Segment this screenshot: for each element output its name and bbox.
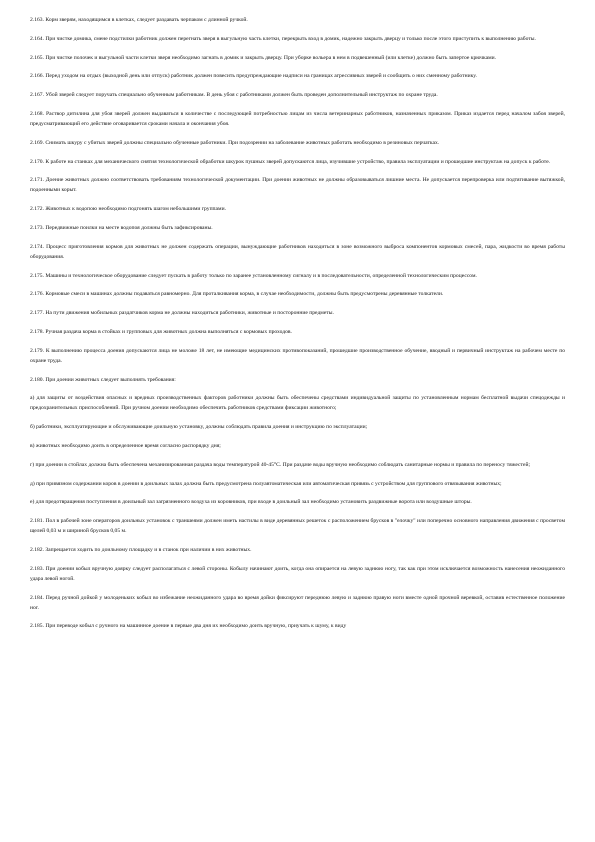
paragraph-2-164: 2.164. При чистке домика, смене подстилки работник должен перегнать зверя в выгульную часть клетки, перекрыть вход в домик, надежно закрыть дверцу и только после этого приступить к выполнению работы.: [30, 35, 536, 42]
paragraph-2-178: 2.178. Ручная раздача корма в стойках и групповых для животных должна выполняться с кормовых проходов.: [30, 328, 292, 335]
paragraph-2-182: 2.182. Запрещается ходить по доильному площадку и в станок при наличии в них животных.: [30, 546, 252, 553]
paragraph-2-173: 2.173. Передвижные поилки на месте водопоя должны быть зафиксированы.: [30, 224, 213, 231]
paragraph-2-183: 2.183. При доении кобыл вручную доярку следует располагаться с левой стороны. Кобылу начинают доить, когда она опирается на левую заднюю ногу, так как при этом исключается возможность нанесения неожиданного удара левой ногой.: [30, 565, 565, 582]
paragraph-2-184: 2.184. Перед ручной дойкой у молоденьких кобыл во избежание неожиданного удара во время дойки фиксируют переднюю левую и заднюю правую ноги вместе одной прочной веревкой, оставив естественное положение ног.: [30, 594, 565, 611]
paragraph-2-181: 2.181. Пол в рабочей зоне операторов доильных установок с траншеями должен иметь настилы в виде деревянных решеток с расположением брусков в "елочку" или поперечно основного направления движения с просветом щелей 0,03 м и шириной брусков 0,05 м.: [30, 518, 565, 535]
paragraph-2-176: 2.176. Кормовые смеси в машинах должны подаваться равномерно. Для проталкивания корма, в случае необходимости, должны быть предусмотрены деревянные толкатели.: [30, 291, 444, 298]
list-item-v: в) животных необходимо доить в определенное время согласно распорядку дня;: [30, 442, 221, 449]
paragraph-2-165: 2.165. При чистке полочек и выгульной части клетки зверя необходимо загнать в домик и закрыть дверцу. При уборке вольера в нем в подвешенный (или клетке) должно быть запертое крючками.: [30, 54, 497, 61]
paragraph-2-185: 2.185. При переводе кобыл с ручного на машинное доение в первые два дня их необходимо доить вручную, приучать к шуму, к виду: [30, 623, 347, 630]
list-item-e: е) для предотвращения поступления в доильный зал загрязненного воздуха из коровников, при входе в доильный зал необходимо установить раздвижные ворота или воздушные шторы.: [30, 499, 472, 506]
paragraph-2-177: 2.177. На пути движения мобильных раздатчиков корма не должны находиться работники, животные и посторонние предметы.: [30, 310, 334, 317]
paragraph-2-163: 2.163. Корм зверям, находящимся в клетках, следует раздавать черпаком с длинной ручкой.: [30, 17, 248, 23]
list-item-d: д) при привязном содержании коров в доении в доильных залах должна быть предусмотрена полуавтоматическая или автоматическая привязь с устройством для группового отвязывания животных;: [30, 480, 502, 487]
list-item-g: г) при доении в стойлах должна быть обеспечена механизированная раздача воды температурой 40-45°С. При раздаче воды вручную необходимо соблюдать санитарные нормы и правила по переносу тяжестей;: [30, 461, 531, 468]
paragraph-2-174: 2.174. Процесс приготовления кормов для животных не должен содержать операции, вынуждающие работников находиться в зоне возможного выброса компонентов кормовых смесей, пара, жидкости во время работы оборудования.: [30, 243, 565, 260]
paragraph-2-172: 2.172. Животных к водопою необходимо подгонять шагом небольшими группами.: [30, 206, 226, 213]
paragraph-2-170: 2.170. К работе на станках для механического снятия технологической обработки шкурок пушных зверей допускаются лица, изучившие устройство, правила эксплуатации и прошедшие инструктаж на допуск к работе.: [30, 158, 551, 165]
paragraph-2-168: 2.168. Раствор дитилина для убоя зверей должен выдаваться в количестве с последующей потребностью лицам из числа ветеринарных работников, назначенных приказом. Приказ издается перед началом забоя зверей, предусматривающий его действие оговаривается сроками начала и окончания убоя.: [30, 110, 565, 127]
paragraph-2-180: 2.180. При доении животных следует выполнять требования:: [30, 376, 176, 383]
list-item-b: б) работники, эксплуатирующие и обслуживающие доильную установку, должны соблюдать правила доения и инструкцию по эксплуатации;: [30, 424, 368, 431]
paragraph-2-171: 2.171. Доение животных должно соответствовать требованиям технологической документации. При доении животных не должны образовываться лишние места. Не допускается перепроверка или подтягивание вытяжкой, подоенными корыт.: [30, 177, 565, 194]
paragraph-2-166: 2.166. Перед уходом на отдых (выходной день или отпуск) работник должен повесить предупреждающие надписи на границах агрессивных зверей и сообщить о них сменному работнику.: [30, 73, 477, 80]
list-item-a: а) для защиты от воздействия опасных и вредных производственных факторов работники должны быть обеспечены средствами индивидуальной защиты по установленным нормам бесплатной выдачи спецодежды и предохранительных приспособлений. При ручном доении необходимо обеспечить работников средствами фиксации животного;: [30, 395, 565, 412]
paragraph-2-167: 2.167. Убой зверей следует поручать специально обученным работникам. В день убоя с работниками должен быть проведен дополнительный инструктаж по охране труда.: [30, 92, 438, 99]
paragraph-2-169: 2.169. Снимать шкуру с убитых зверей должны специально обученные работники. При подозрении на заболевание животных работать необходимо в резиновых перчатках.: [30, 139, 440, 146]
paragraph-2-175: 2.175. Машины и технологическое оборудование следует пускать в работу только по заранее установленному сигналу и в последовательности, определенной технологическим процессом.: [30, 272, 477, 279]
paragraph-2-179: 2.179. К выполнению процесса доения допускаются лица не моложе 18 лет, не имеющие медицинских противопоказаний, прошедшие производственное обучение, вводный и первичный инструктаж на рабочем месте по охране труда.: [30, 347, 565, 364]
